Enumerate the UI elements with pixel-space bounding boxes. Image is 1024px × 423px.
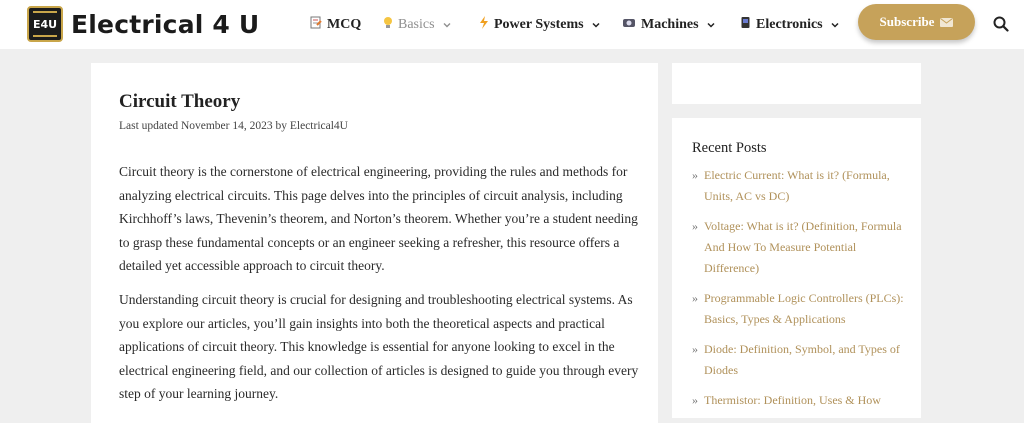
article-meta: Last updated November 14, 2023 by Electrical4U (119, 120, 348, 132)
nav-label: Basics (398, 16, 435, 32)
bullet-icon: » (692, 291, 698, 305)
article-card (91, 63, 658, 423)
site-header (0, 0, 1024, 49)
recent-posts-widget (672, 118, 921, 418)
recent-post-link[interactable]: » Thermistor: Definition, Uses & How (692, 390, 907, 411)
site-logo[interactable] (27, 6, 259, 42)
gear-machine-icon (622, 17, 636, 33)
nav-label: Power Systems (494, 16, 584, 32)
bullet-icon: » (692, 168, 698, 182)
subscribe-label: Subscribe (879, 14, 935, 29)
bullet-icon: » (692, 342, 698, 356)
chevron-down-icon (706, 20, 716, 30)
recent-post-link[interactable]: » Electric Current: What is it? (Formula, Units, AC vs DC) (692, 165, 907, 207)
search-icon[interactable] (993, 16, 1009, 32)
recent-posts-list (692, 165, 907, 420)
nav-item-machines[interactable] (622, 0, 716, 49)
nav-item-basics[interactable] (383, 0, 452, 49)
logo-badge-icon: E4U (27, 6, 63, 42)
chevron-down-icon (442, 20, 452, 30)
sidebar-widget-empty (672, 63, 921, 104)
envelope-icon (940, 18, 953, 27)
lightbulb-icon (383, 16, 393, 33)
recent-post-link[interactable]: » Diode: Definition, Symbol, and Types of Diodes (692, 339, 907, 381)
page-title: Circuit Theory (119, 91, 241, 112)
site-name: Electrical 4 U (71, 9, 260, 39)
article-paragraph: Understanding circuit theory is crucial for designing and troubleshooting electrical systems. As you explore our articles, you’ll gain insights into both the theoretical aspects and practical applications of circuit theory. This knowledge is essential for anyone looking to excel in the electrical engineering field, and our collection of articles is designed to guide you through every step of your learning journey. (119, 292, 639, 401)
nav-item-power-systems[interactable] (479, 0, 601, 49)
nav-label: Machines (641, 16, 699, 32)
recent-post-link[interactable]: » Programmable Logic Controllers (PLCs): Basics, Types & Applications (692, 288, 907, 330)
nav-label: MCQ (327, 16, 362, 32)
nav-label: Electronics (756, 16, 823, 32)
bullet-icon: » (692, 219, 698, 233)
chip-icon (740, 16, 751, 33)
nav-item-electronics[interactable] (740, 0, 840, 49)
chevron-down-icon (591, 20, 601, 30)
nav-item-mcq[interactable] (310, 0, 361, 49)
widget-title: Recent Posts (692, 140, 767, 156)
recent-post-link[interactable]: » Voltage: What is it? (Definition, Formula And How To Measure Potential Difference) (692, 216, 907, 279)
bullet-icon: » (692, 393, 698, 407)
memo-icon (310, 16, 322, 33)
chevron-down-icon (830, 20, 840, 30)
article-paragraph: Circuit theory is the cornerstone of electrical engineering, providing the rules and methods for analyzing electrical circuits. This page delves into the principles of circuit analysis, including Kirchhoff’s laws, Thevenin’s theorem, and Norton’s theorem. Whether you’re a student needing to grasp these fundamental concepts or an engineer seeking a refresher, this resource offers a detailed yet accessible approach to circuit theory. (119, 164, 638, 273)
lightning-icon (479, 16, 489, 33)
subscribe-button[interactable] (858, 4, 975, 40)
